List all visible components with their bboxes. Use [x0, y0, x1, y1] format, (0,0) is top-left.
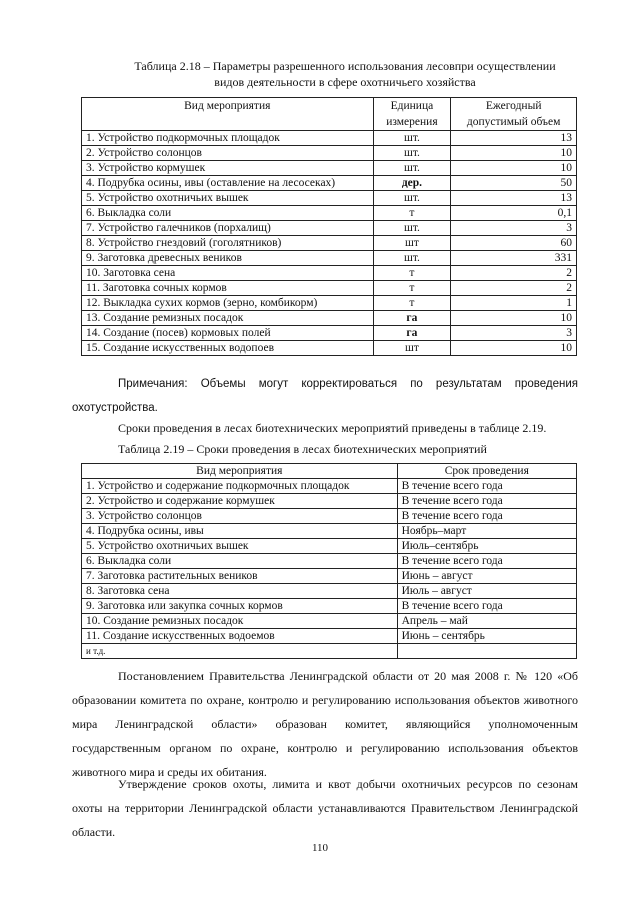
value-cell: 10 [451, 341, 577, 356]
unit-cell: шт. [373, 146, 451, 161]
value-cell: 13 [451, 191, 577, 206]
period-cell [397, 644, 576, 659]
table-row [82, 146, 577, 161]
header-period: Срок проведения [397, 464, 576, 479]
table-row [82, 326, 577, 341]
table-row [82, 236, 577, 251]
unit-cell: шт. [373, 221, 451, 236]
page-number: 110 [311, 842, 329, 854]
activity-cell: 7. Устройство галечников (порхалищ) [82, 221, 374, 236]
value-cell: 331 [451, 251, 577, 266]
table-row [82, 281, 577, 296]
activity-cell: 3. Устройство солонцов [82, 509, 398, 524]
table-row [82, 161, 577, 176]
table-row [82, 341, 577, 356]
table-row [82, 191, 577, 206]
table-row [82, 296, 577, 311]
unit-cell: т [373, 206, 451, 221]
table-row [82, 554, 577, 569]
activity-cell: 7. Заготовка растительных веников [82, 569, 398, 584]
activity-cell: 8. Заготовка сена [82, 584, 398, 599]
intro-paragraph: Сроки проведения в лесах биотехнических мероприятий приведены в таблице 2.19. [118, 421, 547, 435]
table-row [82, 569, 577, 584]
activity-cell: 13. Создание ремизных посадок [82, 311, 374, 326]
unit-cell: т [373, 266, 451, 281]
period-cell: В течение всего года [397, 494, 576, 509]
table-2-18-caption [80, 58, 610, 90]
value-cell: 10 [451, 311, 577, 326]
table-row [82, 479, 577, 494]
unit-cell: шт [373, 341, 451, 356]
table-2-19 [81, 463, 577, 659]
activity-cell: 10. Создание ремизных посадок [82, 614, 398, 629]
table-row [82, 206, 577, 221]
activity-cell: 11. Заготовка сочных кормов [82, 281, 374, 296]
activity-cell: 8. Устройство гнездовий (гоголятников) [82, 236, 374, 251]
activity-cell: 4. Подрубка осины, ивы [82, 524, 398, 539]
unit-cell: шт. [373, 251, 451, 266]
activity-cell: 15. Создание искусственных водопоев [82, 341, 374, 356]
header-unit-line-1: Единица [390, 100, 434, 112]
paragraph-hunting-terms: Утверждение сроков охоты, лимита и квот добычи охотничьих ресурсов по сезонам охоты на территории Ленинградской области устанавливаются Правительством Ленинградской области. [72, 777, 578, 839]
value-cell: 3 [451, 221, 577, 236]
table-row [82, 509, 577, 524]
unit-cell: дер. [373, 176, 451, 191]
value-cell: 1 [451, 296, 577, 311]
period-cell: Июнь – август [397, 569, 576, 584]
table-header-row [82, 98, 577, 131]
caption-line-2: видов деятельности в сфере охотничьего хозяйства [214, 75, 476, 89]
period-cell: Июль–сентябрь [397, 539, 576, 554]
activity-cell: 10. Заготовка сена [82, 266, 374, 281]
table-note: Примечания: Объемы могут корректироваться по результатам проведения охотустройства. [72, 378, 578, 414]
value-cell: 0,1 [451, 206, 577, 221]
table-row [82, 494, 577, 509]
table-row [82, 539, 577, 554]
table-row [82, 524, 577, 539]
unit-cell: шт. [373, 131, 451, 146]
period-cell: Июль – август [397, 584, 576, 599]
table-row [82, 614, 577, 629]
table-2-19-caption: Таблица 2.19 – Сроки проведения в лесах биотехнических мероприятий [118, 442, 487, 456]
period-cell: Ноябрь–март [397, 524, 576, 539]
activity-cell: 5. Устройство охотничьих вышек [82, 191, 374, 206]
header-unit-line-2: измерения [386, 116, 438, 128]
value-cell: 3 [451, 326, 577, 341]
activity-cell: 11. Создание искусственных водоемов [82, 629, 398, 644]
period-cell: В течение всего года [397, 554, 576, 569]
unit-cell: га [373, 311, 451, 326]
activity-cell: и т.д. [82, 644, 398, 659]
value-cell: 2 [451, 266, 577, 281]
table-header-row [82, 464, 577, 479]
caption-line-1: Таблица 2.18 – Параметры разрешенного использования лесовпри осуществлении [134, 59, 556, 73]
period-cell: В течение всего года [397, 479, 576, 494]
period-cell: Апрель – май [397, 614, 576, 629]
header-unit [373, 98, 451, 131]
table-row [82, 176, 577, 191]
activity-cell: 14. Создание (посев) кормовых полей [82, 326, 374, 341]
activity-cell: 1. Устройство подкормочных площадок [82, 131, 374, 146]
table-row [82, 584, 577, 599]
unit-cell: га [373, 326, 451, 341]
value-cell: 10 [451, 146, 577, 161]
unit-cell: шт. [373, 191, 451, 206]
value-cell: 2 [451, 281, 577, 296]
table-row [82, 221, 577, 236]
activity-cell: 9. Заготовка или закупка сочных кормов [82, 599, 398, 614]
table-row [82, 251, 577, 266]
value-cell: 60 [451, 236, 577, 251]
activity-cell: 2. Устройство и содержание кормушек [82, 494, 398, 509]
paragraph-committee: Постановлением Правительства Ленинградской области от 20 мая 2008 г. № 120 «Об образовании комитета по охране, контролю и регулированию использования объектов животного мира Ленинградской области» образован комитет, являющийся уполномоченным государственным органом по охране, контролю и регулированию использования объектов животного мира и среды их обитания. [72, 669, 578, 779]
table-row [82, 266, 577, 281]
unit-cell: шт. [373, 161, 451, 176]
activity-cell: 5. Устройство охотничьих вышек [82, 539, 398, 554]
table-row [82, 131, 577, 146]
unit-cell: т [373, 281, 451, 296]
value-cell: 10 [451, 161, 577, 176]
period-cell: В течение всего года [397, 509, 576, 524]
period-cell: В течение всего года [397, 599, 576, 614]
header-volume-line-1: Ежегодный [485, 100, 542, 112]
activity-cell: 9. Заготовка древесных веников [82, 251, 374, 266]
table-row [82, 599, 577, 614]
value-cell: 50 [451, 176, 577, 191]
table-row [82, 629, 577, 644]
unit-cell: шт [373, 236, 451, 251]
period-cell: Июнь – сентябрь [397, 629, 576, 644]
value-cell: 13 [451, 131, 577, 146]
header-volume-line-2: допустимый объем [466, 116, 561, 128]
table-2-18 [81, 97, 577, 356]
table-row [82, 644, 577, 659]
activity-cell: 12. Выкладка сухих кормов (зерно, комбикорм) [82, 296, 374, 311]
header-activity: Вид мероприятия [82, 464, 398, 479]
activity-cell: 4. Подрубка осины, ивы (оставление на лесосеках) [82, 176, 374, 191]
table-row [82, 311, 577, 326]
header-volume [451, 98, 577, 131]
activity-cell: 2. Устройство солонцов [82, 146, 374, 161]
unit-cell: т [373, 296, 451, 311]
activity-cell: 6. Выкладка соли [82, 554, 398, 569]
activity-cell: 6. Выкладка соли [82, 206, 374, 221]
header-activity: Вид мероприятия [82, 98, 374, 131]
activity-cell: 1. Устройство и содержание подкормочных площадок [82, 479, 398, 494]
activity-cell: 3. Устройство кормушек [82, 161, 374, 176]
